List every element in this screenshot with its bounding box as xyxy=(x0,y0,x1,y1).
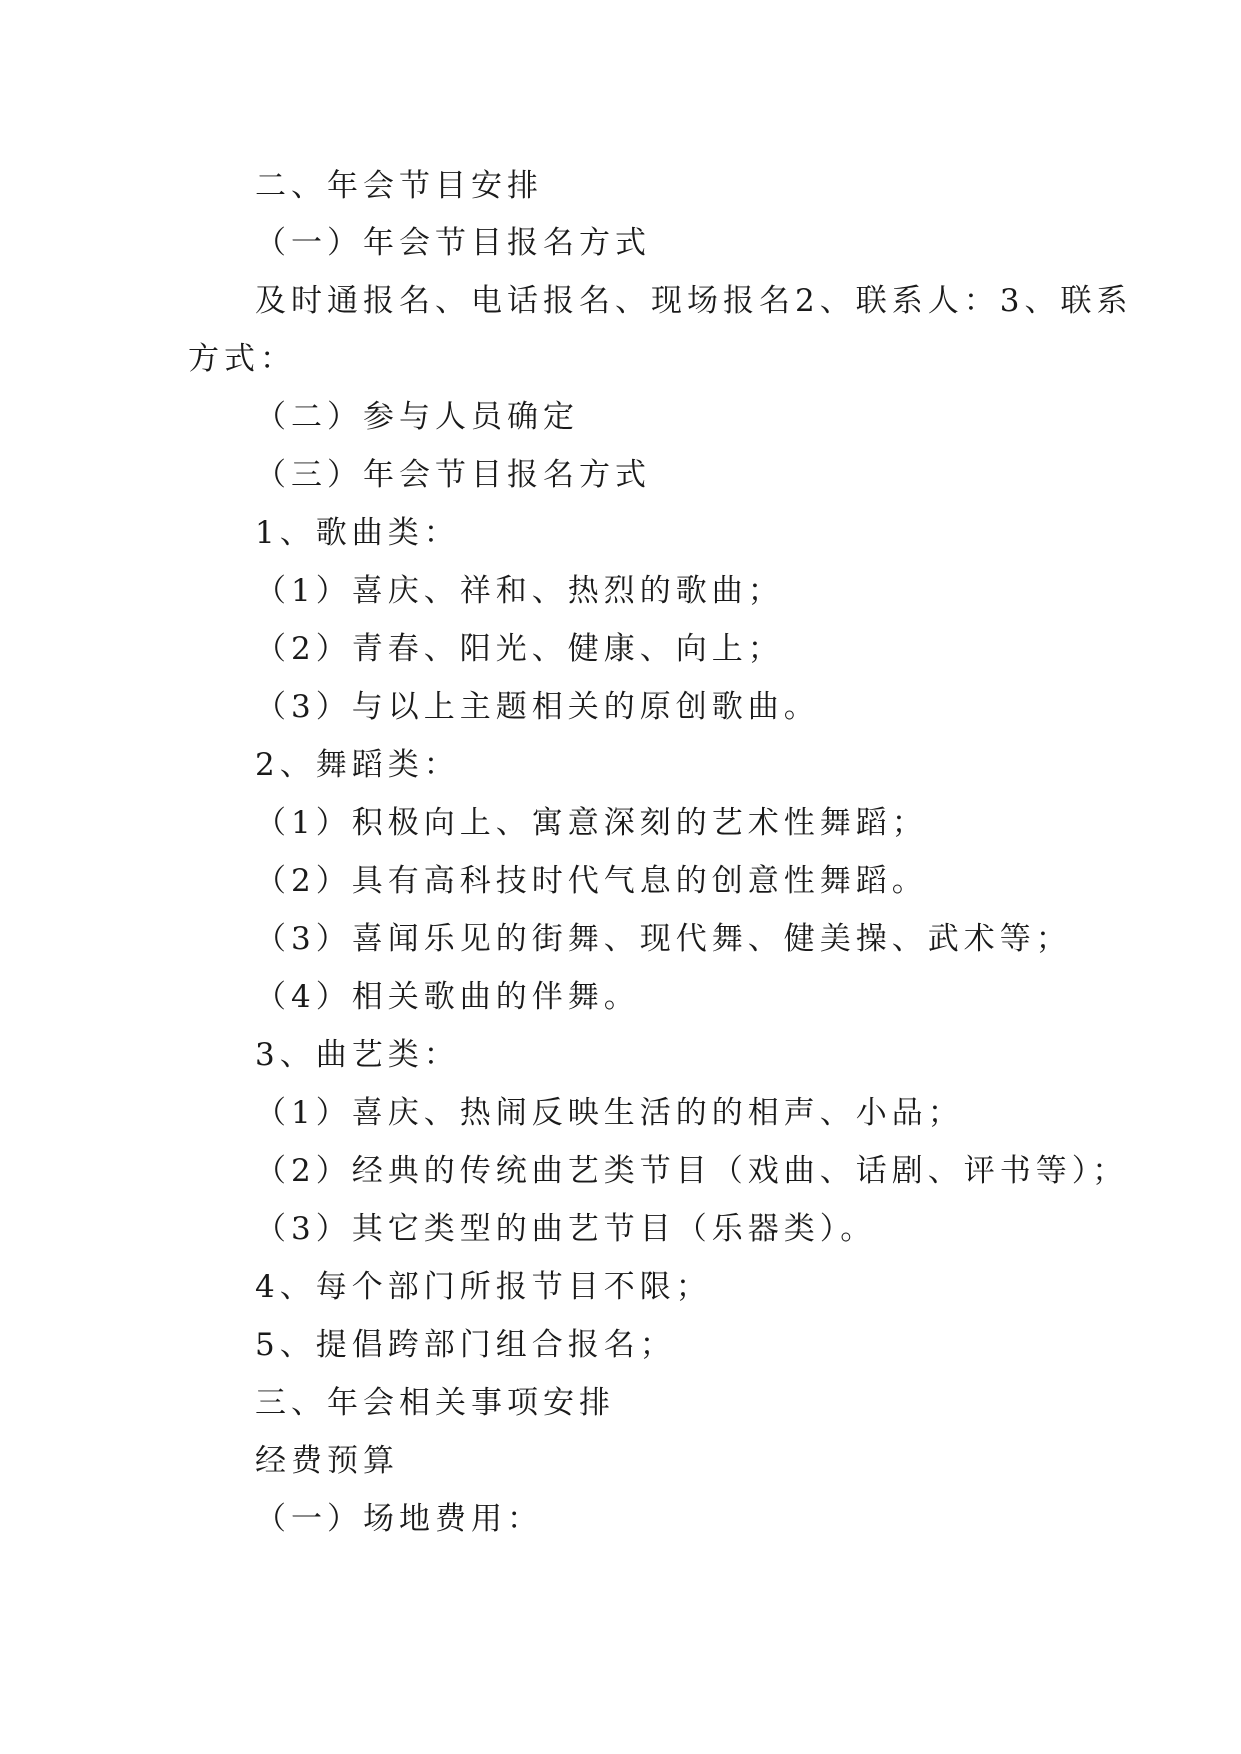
list-item: （3）喜闻乐见的街舞、现代舞、健美操、武术等； xyxy=(255,921,1072,957)
list-item: （2）青春、阳光、健康、向上； xyxy=(255,631,784,667)
rule-item: 5、提倡跨部门组合报名； xyxy=(255,1327,676,1363)
category-songs: 1、歌曲类： xyxy=(255,515,460,551)
list-item: （3）其它类型的曲艺节目（乐器类）。 xyxy=(255,1211,877,1247)
category-quyi: 3、曲艺类： xyxy=(255,1037,460,1073)
list-item: （2）经典的传统曲艺类节目（戏曲、话剧、评书等）； xyxy=(255,1153,1129,1189)
category-dance: 2、舞蹈类： xyxy=(255,747,460,783)
list-item: （4）相关歌曲的伴舞。 xyxy=(255,979,640,1015)
rule-item: 4、每个部门所报节目不限； xyxy=(255,1269,712,1305)
subheading-signup-method: （一）年会节目报名方式 xyxy=(255,225,651,261)
subheading-signup-method-2: （三）年会节目报名方式 xyxy=(255,457,651,493)
list-item: （1）喜庆、祥和、热烈的歌曲； xyxy=(255,573,784,609)
list-item: （1）喜庆、热闹反映生活的的相声、小品； xyxy=(255,1095,964,1131)
section-heading-arrangements: 三、年会相关事项安排 xyxy=(255,1385,615,1421)
paragraph-signup-continued: 方式： xyxy=(188,341,296,377)
subheading-venue-cost: （一）场地费用： xyxy=(255,1501,543,1537)
subheading-participants: （二）参与人员确定 xyxy=(255,399,579,435)
list-item: （1）积极向上、寓意深刻的艺术性舞蹈； xyxy=(255,805,928,841)
subheading-budget: 经费预算 xyxy=(255,1443,399,1479)
list-item: （2）具有高科技时代气息的创意性舞蹈。 xyxy=(255,863,928,899)
list-item: （3）与以上主题相关的原创歌曲。 xyxy=(255,689,820,725)
paragraph-signup-line: 及时通报名、电话报名、现场报名2、联系人：3、联系 xyxy=(255,283,1133,319)
section-heading-program: 二、年会节目安排 xyxy=(255,168,543,204)
